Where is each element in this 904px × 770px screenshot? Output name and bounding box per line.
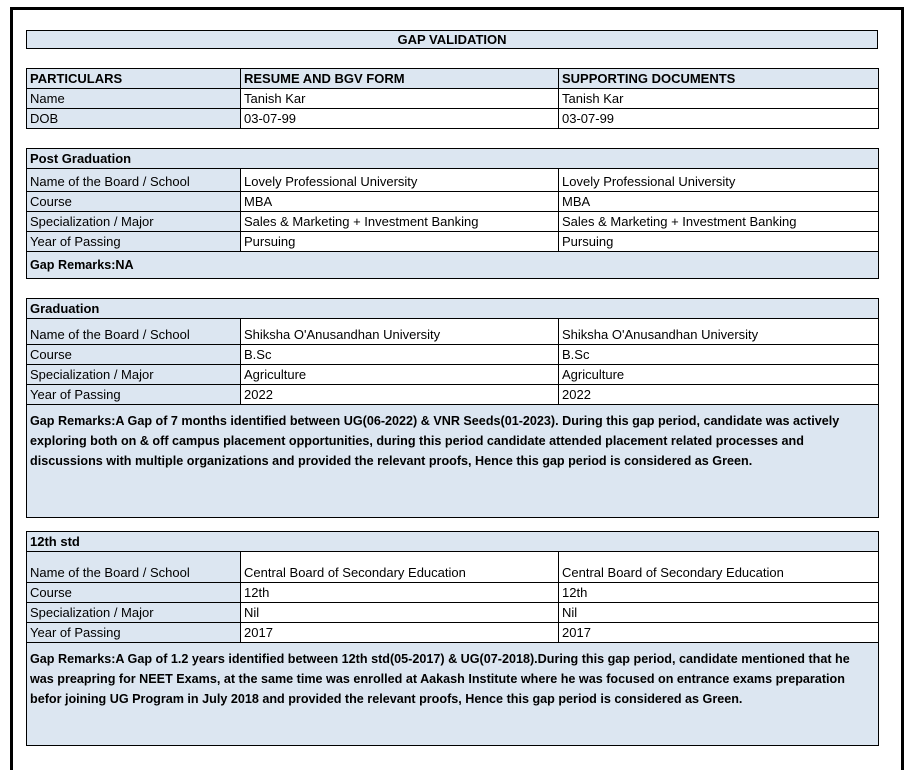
docs-value: Central Board of Secondary Education <box>559 552 879 583</box>
table-row <box>27 583 879 603</box>
docs-value: Tanish Kar <box>559 89 879 109</box>
gap-remarks-row <box>27 405 879 518</box>
gap-remarks: Gap Remarks:NA <box>27 252 879 279</box>
header-row <box>27 69 879 89</box>
section-heading: Post Graduation <box>27 149 879 169</box>
table-row <box>27 192 879 212</box>
resume-value: Nil <box>241 603 559 623</box>
gap-remarks: Gap Remarks:A Gap of 7 months identified between UG(06-2022) & VNR Seeds(01-2023). During this gap period, candidate was actively exploring both on & off campus placement opportunities, during this period candidate attended placement related processes and discussions with multiple organizations and provided the relevant proofs, Hence this gap period is considered as Green. <box>27 405 879 518</box>
table-row <box>27 385 879 405</box>
section-heading: Graduation <box>27 299 879 319</box>
section-heading-row <box>27 149 879 169</box>
table-row <box>27 319 879 345</box>
row-label: Year of Passing <box>27 385 241 405</box>
row-label: Specialization / Major <box>27 365 241 385</box>
resume-value: MBA <box>241 192 559 212</box>
table-row <box>27 212 879 232</box>
docs-value: Lovely Professional University <box>559 169 879 192</box>
row-label: Course <box>27 192 241 212</box>
table-row <box>27 603 879 623</box>
resume-value: Agriculture <box>241 365 559 385</box>
table-row <box>27 365 879 385</box>
docs-value: Shiksha O'Anusandhan University <box>559 319 879 345</box>
row-label: DOB <box>27 109 241 129</box>
gap-remarks: Gap Remarks:A Gap of 1.2 years identified between 12th std(05-2017) & UG(07-2018).During this gap period, candidate mentioned that he was preapring for NEET Exams, at the same time was enrolled at Aakash Institute where he was focused on entrance exams preparation befor joining UG Program in July 2018 and provided the relevant proofs, Hence this gap period is considered as Green. <box>27 643 879 746</box>
docs-value: 03-07-99 <box>559 109 879 129</box>
row-label: Name of the Board / School <box>27 169 241 192</box>
section-heading: 12th std <box>27 532 879 552</box>
row-label: Course <box>27 345 241 365</box>
gap-remarks-row <box>27 643 879 746</box>
table-row <box>27 232 879 252</box>
section-table <box>26 148 879 279</box>
resume-value: 2022 <box>241 385 559 405</box>
resume-value: B.Sc <box>241 345 559 365</box>
docs-value: Nil <box>559 603 879 623</box>
resume-value: 2017 <box>241 623 559 643</box>
docs-value: Sales & Marketing + Investment Banking <box>559 212 879 232</box>
row-label: Name of the Board / School <box>27 552 241 583</box>
resume-value: Lovely Professional University <box>241 169 559 192</box>
table-row <box>27 552 879 583</box>
page-title: GAP VALIDATION <box>26 30 878 49</box>
row-label: Name <box>27 89 241 109</box>
section-table <box>26 531 879 746</box>
row-label: Specialization / Major <box>27 603 241 623</box>
resume-value: Central Board of Secondary Education <box>241 552 559 583</box>
gap-remarks-row <box>27 252 879 279</box>
resume-value: 03-07-99 <box>241 109 559 129</box>
docs-value: Agriculture <box>559 365 879 385</box>
docs-value: B.Sc <box>559 345 879 365</box>
resume-value: Shiksha O'Anusandhan University <box>241 319 559 345</box>
header-particulars: PARTICULARS <box>27 69 241 89</box>
row-label: Year of Passing <box>27 232 241 252</box>
resume-value: 12th <box>241 583 559 603</box>
section-table <box>26 298 879 518</box>
row-label: Name of the Board / School <box>27 319 241 345</box>
table-row <box>27 169 879 192</box>
table-row <box>27 89 879 109</box>
table-row <box>27 109 879 129</box>
table-row <box>27 345 879 365</box>
docs-value: 2017 <box>559 623 879 643</box>
row-label: Specialization / Major <box>27 212 241 232</box>
docs-value: MBA <box>559 192 879 212</box>
header-resume: RESUME AND BGV FORM <box>241 69 559 89</box>
row-label: Course <box>27 583 241 603</box>
personal-table <box>26 68 879 129</box>
header-documents: SUPPORTING DOCUMENTS <box>559 69 879 89</box>
resume-value: Sales & Marketing + Investment Banking <box>241 212 559 232</box>
section-heading-row <box>27 532 879 552</box>
docs-value: Pursuing <box>559 232 879 252</box>
row-label: Year of Passing <box>27 623 241 643</box>
resume-value: Pursuing <box>241 232 559 252</box>
table-row <box>27 623 879 643</box>
docs-value: 2022 <box>559 385 879 405</box>
resume-value: Tanish Kar <box>241 89 559 109</box>
docs-value: 12th <box>559 583 879 603</box>
section-heading-row <box>27 299 879 319</box>
